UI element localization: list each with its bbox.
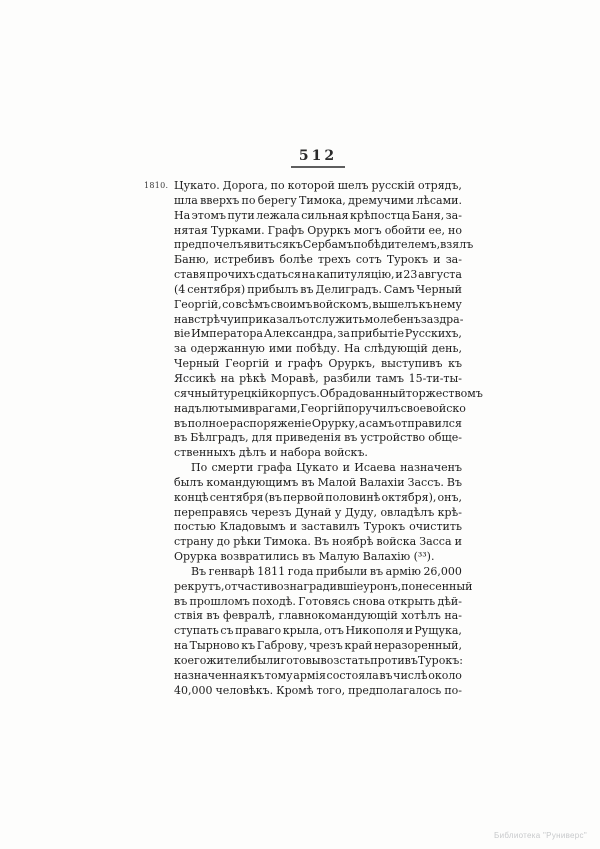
text-line: въ полное распоряженіе Орурку, а самъ отправился: [174, 416, 462, 430]
text-line: на Тырново къ Габрову, чрезъ край неразоренный,: [174, 639, 462, 653]
margin-year-note: 1810.: [144, 181, 169, 190]
text-line: сячный турецкій корпусъ. Обрадованный торжествомъ: [174, 386, 483, 400]
watermark: Библиотека "Руниверс": [494, 831, 587, 840]
text-line: Цукато. Дорога, по которой шелъ русскій отрядъ,: [174, 179, 462, 192]
text-line: шла вверхъ по берегу Тимока, дремучими лѣсами.: [174, 193, 462, 207]
page-header: [174, 148, 462, 168]
text-block: [174, 179, 483, 699]
text-line: На этомъ пути лежала сильная крѣпостца Баня, за-: [174, 208, 462, 222]
text-line: назначенная къ тому армія состояла въ числѣ около: [174, 668, 462, 682]
text-line: По смерти графа Цукато и Исаева назначенъ: [191, 461, 462, 475]
text-line: рекрутъ, отчасти вознаградившіе уронъ, понесенный: [174, 579, 473, 593]
text-line: переправясь черезъ Дунай у Дуду, овладѣлъ крѣ-: [174, 505, 462, 519]
text-line: ственныхъ дѣлъ и набора войскъ.: [174, 446, 368, 460]
text-line: коего жители были готовы возстать противъ Турокъ:: [174, 654, 463, 667]
text-line: Черный Георгій и графъ Оруркъ, выступивъ къ: [174, 357, 462, 371]
text-line: въ Бѣлградъ, для приведенія въ устройство обще-: [174, 431, 462, 445]
text-line: на встрѣчу и приказалъ отслужить молебенъ за здра-: [174, 312, 464, 326]
text-line: въ прошломъ походѣ. Готовясь снова открыть дѣй-: [174, 594, 462, 608]
text-line: Въ генварѣ 1811 года прибыли въ армію 26,000: [191, 564, 462, 578]
text-line: постью Кладовымъ и заставилъ Турокъ очистить: [174, 520, 462, 534]
text-line: Баню, истребивъ болѣе трехъ сотъ Турокъ и за-: [174, 253, 462, 267]
text-line: 40,000 человѣкъ. Кромѣ того, предполагалось по-: [174, 683, 462, 697]
text-line: предпочелъ явиться къ Сербамъ побѣдителемъ, взялъ: [174, 238, 474, 252]
text-line: віе Императора Александра, за прибытіе Русскихъ,: [174, 327, 462, 341]
text-line: (4 сентября) прибылъ въ Делиградъ. Самъ Черный: [174, 282, 462, 296]
text-line: Георгій, со всѣмъ своимъ войскомъ, вышелъ къ нему: [174, 297, 462, 311]
text-line: страну до рѣки Тимока. Въ ноябрѣ войска Засса и: [174, 535, 462, 549]
text-line: Орурка возвратились въ Малую Валахію (³³).: [174, 550, 435, 564]
text-line: былъ командующимъ въ Малой Валахіи Зассъ. Въ: [174, 475, 462, 489]
text-line: нятая Турками. Графъ Оруркъ могъ обойти ее, но: [174, 223, 462, 237]
text-line: ствія въ февралѣ, главнокомандующій хотѣлъ на-: [174, 609, 462, 623]
text-line: за одержанную ими побѣду. На слѣдующій день,: [174, 342, 462, 356]
text-line: Яссикѣ на рѣкѣ Моравѣ, разбили тамъ 15-ти-ты-: [174, 371, 462, 385]
text-line: ступать съ праваго крыла, отъ Никополя и Рущука,: [174, 624, 462, 638]
text-line: концѣ сентября (въ первой половинѣ октября), онъ,: [174, 490, 462, 504]
page-number: 512: [298, 148, 338, 164]
text-line: надъ лютыми врагами, Георгій поручилъ свое войско: [174, 401, 466, 415]
text-line: ставя прочихъ сдаться на капитуляцію, и 23 августа: [174, 268, 462, 282]
page-number-rule: [291, 166, 345, 168]
